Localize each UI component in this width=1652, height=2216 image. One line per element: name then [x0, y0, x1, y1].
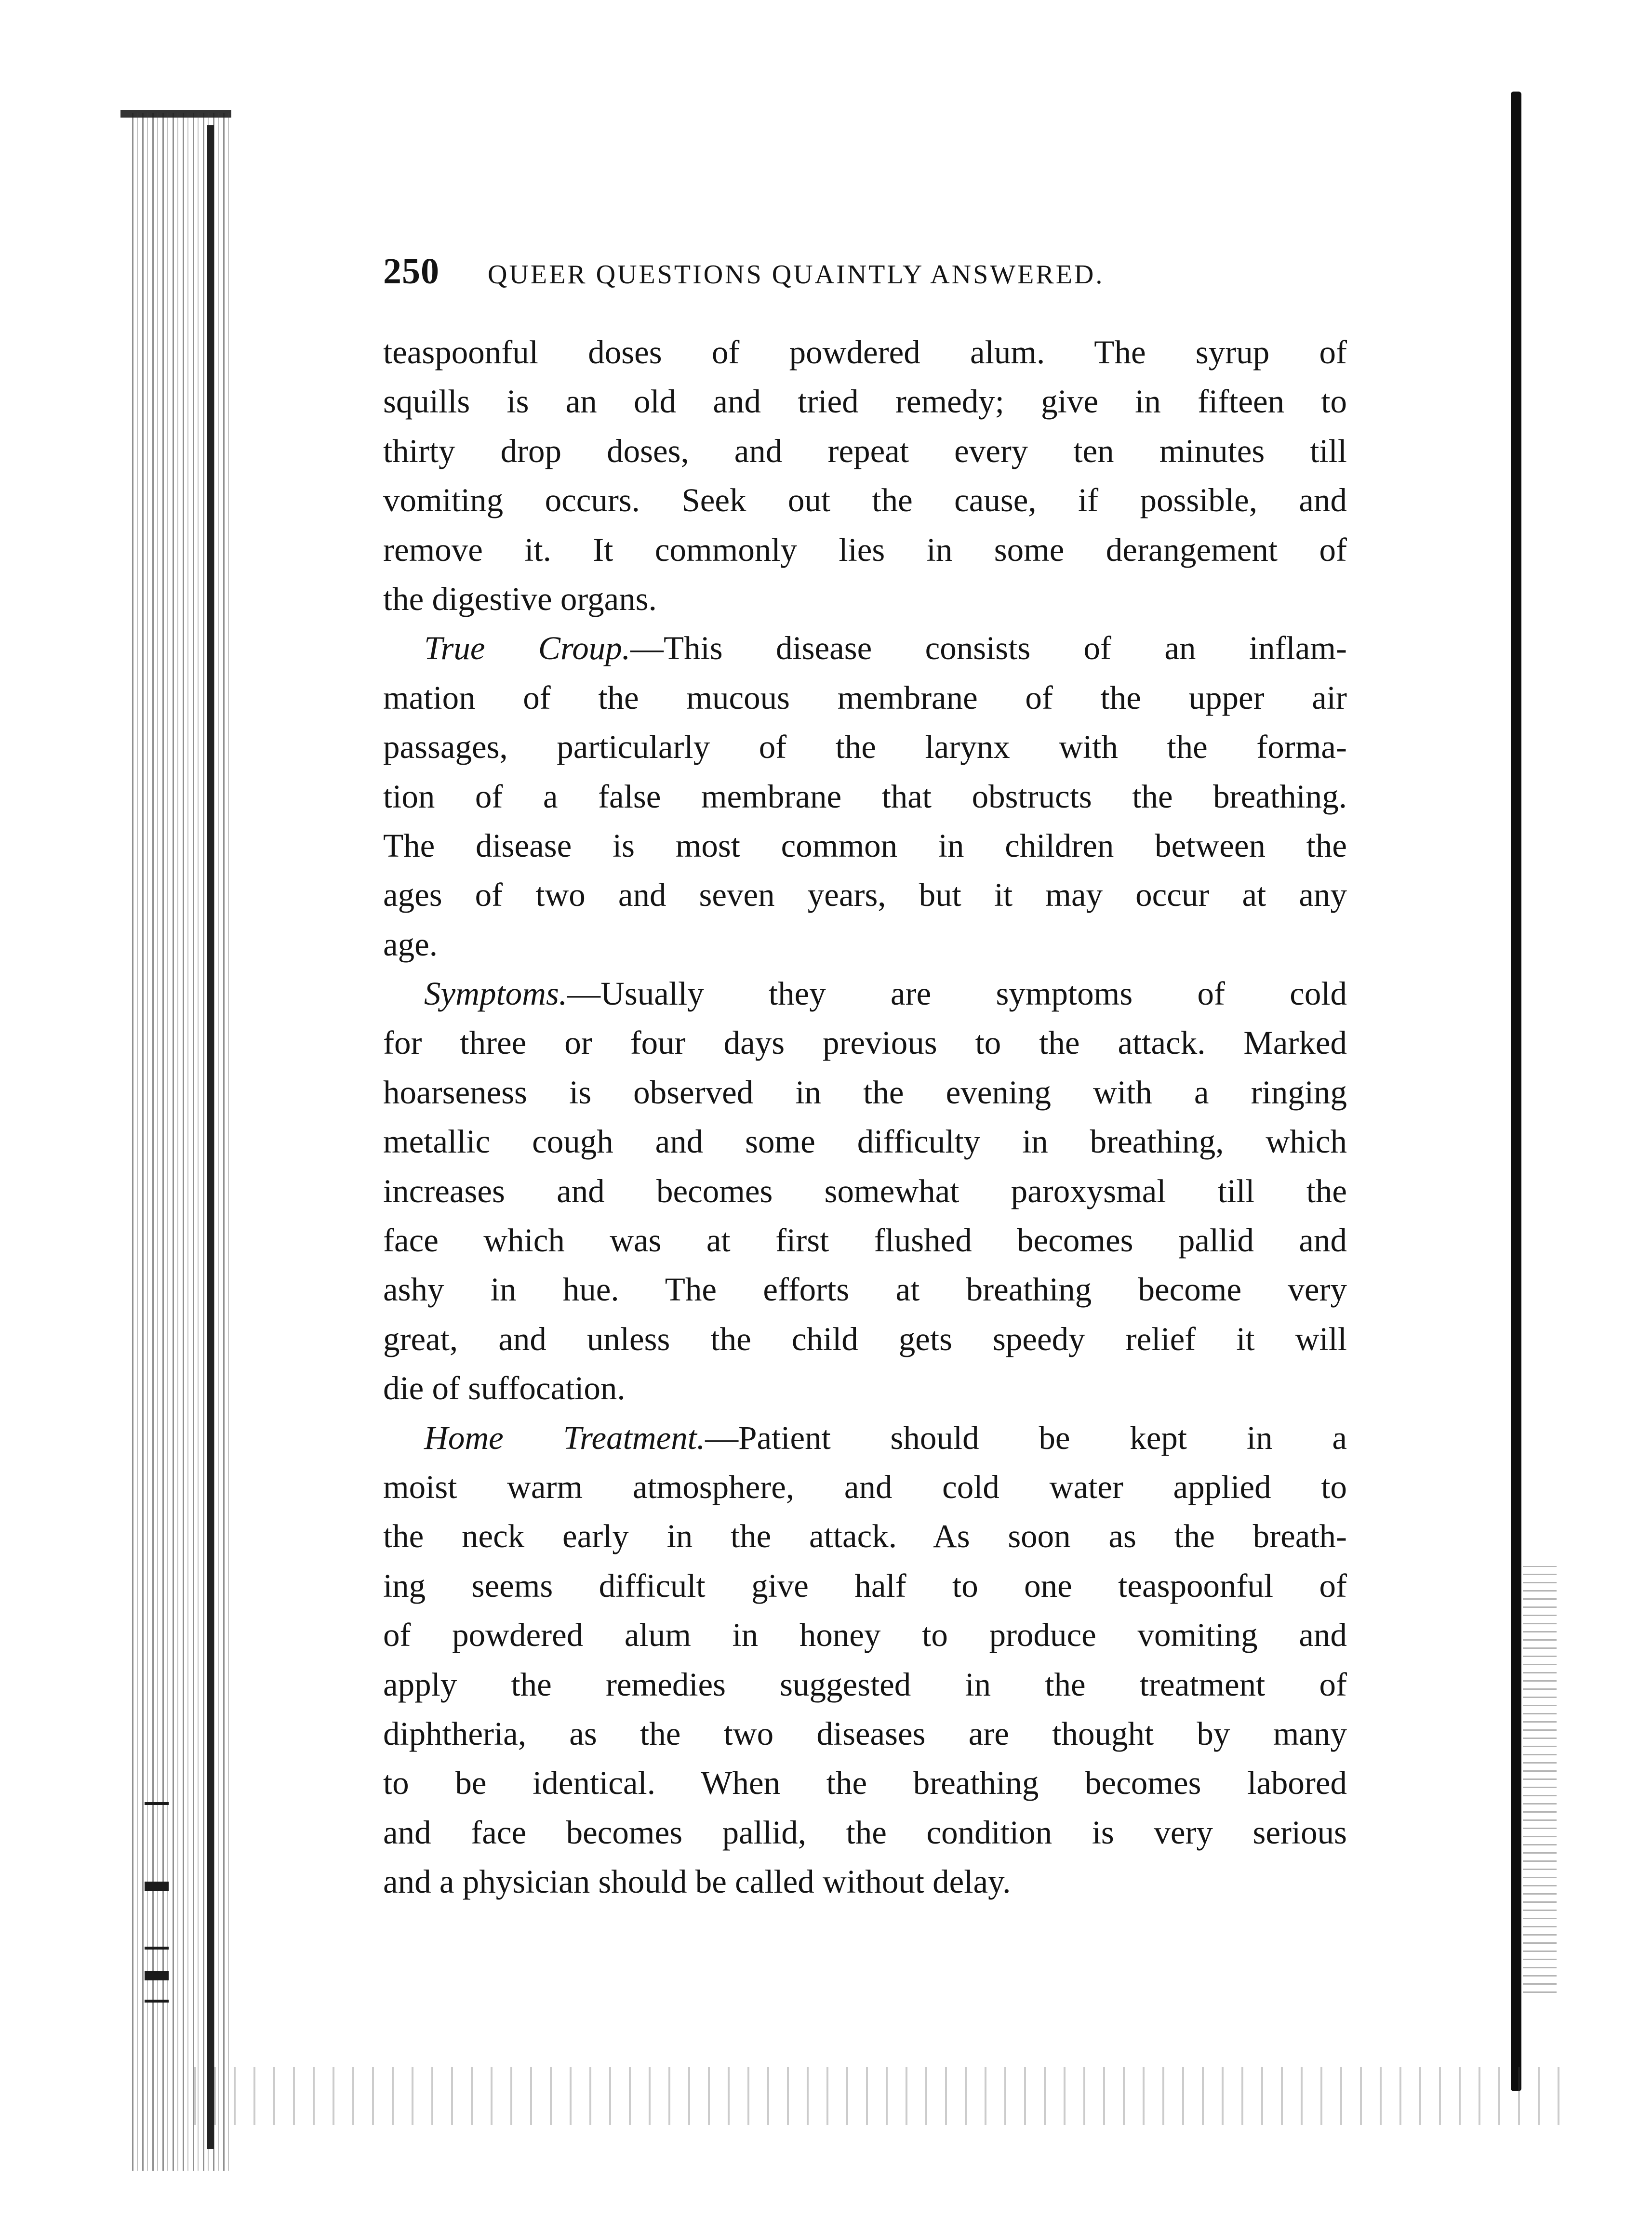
- text-line: hoarseness is observed in the evening with a ringing: [383, 1074, 1347, 1111]
- text-line: ing seems difficult give half to one teaspoonful of: [383, 1567, 1347, 1604]
- text-line: the neck early in the attack. As soon as the breath-: [383, 1518, 1347, 1555]
- text-line-run: —Usually they are symptoms of cold: [567, 975, 1347, 1012]
- text-line: mation of the mucous membrane of the upper air: [383, 679, 1347, 716]
- scan-noise: [183, 2067, 1561, 2125]
- text-line: thirty drop doses, and repeat every ten minutes till: [383, 432, 1347, 469]
- text-line: remove it. It commonly lies in some derangement of: [383, 531, 1347, 568]
- text-line: ashy in hue. The efforts at breathing become very: [383, 1271, 1347, 1308]
- paragraph-start-line: [383, 1413, 1347, 1462]
- text-line: to be identical. When the breathing becomes labored: [383, 1765, 1347, 1802]
- text-line: apply the remedies suggested in the treatment of: [383, 1666, 1347, 1703]
- text-line: the digestive organs.: [383, 580, 657, 617]
- binding-edge: [207, 125, 214, 2149]
- paragraph-start-line: [383, 624, 1347, 673]
- text-line: die of suffocation.: [383, 1370, 626, 1407]
- text-line: passages, particularly of the larynx with the forma-: [383, 729, 1347, 766]
- text-line: age.: [383, 926, 438, 963]
- text-line-run: —Patient should be kept in a: [705, 1419, 1347, 1456]
- text-line: ages of two and seven years, but it may occur at any: [383, 876, 1347, 914]
- section-heading-home-treatment: Home Treatment.: [424, 1419, 706, 1456]
- text-line: The disease is most common in children between the: [383, 827, 1347, 864]
- text-line: teaspoonful doses of powdered alum. The syrup of: [383, 334, 1347, 371]
- page-edge-shadow: [1523, 1566, 1557, 2000]
- margin-mark: [145, 1947, 169, 1950]
- text-line: squills is an old and tried remedy; give in fifteen to: [383, 383, 1347, 420]
- section-heading-symptoms: Symptoms.: [424, 975, 568, 1012]
- text-line: and face becomes pallid, the condition is very serious: [383, 1814, 1347, 1851]
- text-line-run: —This disease consists of an inflam-: [630, 630, 1347, 667]
- margin-mark: [145, 1882, 169, 1891]
- text-line: increases and becomes somewhat paroxysmal till the: [383, 1172, 1347, 1209]
- text-line: diphtheria, as the two diseases are thought by many: [383, 1715, 1347, 1752]
- text-line: metallic cough and some difficulty in breathing, which: [383, 1123, 1347, 1160]
- running-head: [383, 251, 1345, 294]
- margin-mark: [145, 1971, 169, 1980]
- text-line: and a physician should be called without delay.: [383, 1863, 1011, 1900]
- section-heading-true-croup: True Croup.: [424, 630, 630, 667]
- text-line: vomiting occurs. Seek out the cause, if possible, and: [383, 482, 1347, 519]
- text-line: of powdered alum in honey to produce vomiting and: [383, 1617, 1347, 1654]
- paragraph-start-line: [383, 969, 1347, 1018]
- running-title: QUEER QUESTIONS QUAINTLY ANSWERED.: [488, 260, 1105, 290]
- text-line: great, and unless the child gets speedy relief it will: [383, 1320, 1347, 1357]
- margin-mark: [145, 2000, 169, 2003]
- text-line: tion of a false membrane that obstructs the breathing.: [383, 778, 1347, 815]
- text-line: face which was at first flushed becomes pallid and: [383, 1222, 1347, 1259]
- margin-mark: [145, 1802, 169, 1805]
- text-line: moist warm atmosphere, and cold water applied to: [383, 1468, 1347, 1505]
- text-line: for three or four days previous to the attack. Marked: [383, 1024, 1347, 1062]
- page-edge: [1511, 92, 1521, 2091]
- page-number: 250: [383, 251, 440, 292]
- body-text: [383, 328, 1347, 1907]
